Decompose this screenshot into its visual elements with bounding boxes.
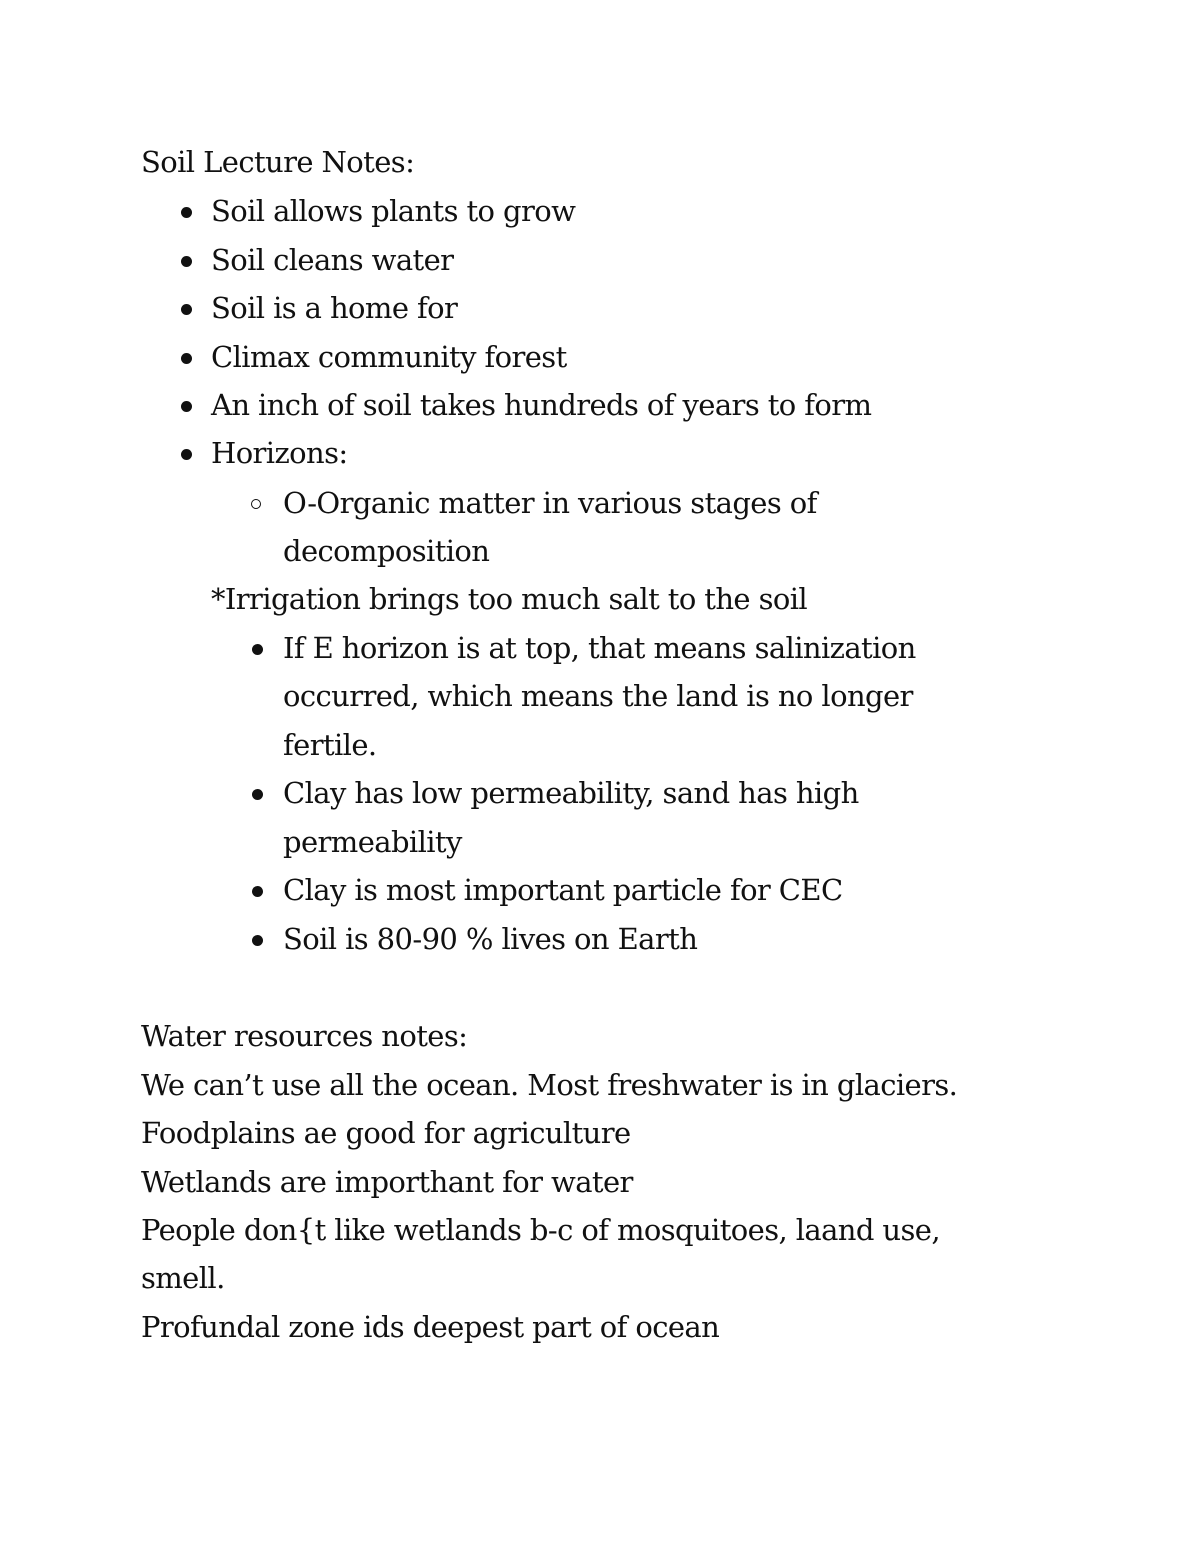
soil-item: Soil cleans water xyxy=(211,243,454,277)
water-line: People don{t like wetlands b-c of mosquitoes, laand use, xyxy=(141,1213,940,1247)
horizon-subitem-continued: decomposition xyxy=(283,534,490,568)
bullet-icon xyxy=(181,256,192,267)
detail-item: If E horizon is at top, that means salinization xyxy=(283,631,916,665)
detail-item-continued: occurred, which means the land is no longer xyxy=(283,679,913,713)
water-heading: Water resources notes: xyxy=(141,1019,468,1053)
bullet-icon xyxy=(181,304,192,315)
soil-item: Soil allows plants to grow xyxy=(211,194,576,228)
bullet-icon xyxy=(252,789,263,800)
irrigation-note: *Irrigation brings too much salt to the soil xyxy=(211,582,808,616)
soil-item: An inch of soil takes hundreds of years to form xyxy=(211,388,872,422)
soil-heading: Soil Lecture Notes: xyxy=(141,145,415,179)
detail-item-continued: fertile. xyxy=(283,728,377,762)
horizon-subitem: O-Organic matter in various stages of xyxy=(283,486,817,520)
detail-item: Clay has low permeability, sand has high xyxy=(283,776,859,810)
detail-item: Soil is 80-90 % lives on Earth xyxy=(283,922,698,956)
detail-item: Clay is most important particle for CEC xyxy=(283,873,843,907)
soil-item: Climax community forest xyxy=(211,340,567,374)
bullet-icon xyxy=(181,449,192,460)
soil-item: Soil is a home for xyxy=(211,291,458,325)
soil-item: Horizons: xyxy=(211,436,348,470)
bullet-icon xyxy=(181,207,192,218)
detail-item-continued: permeability xyxy=(283,825,462,859)
bullet-icon xyxy=(252,644,263,655)
hollow-bullet-icon xyxy=(251,499,261,509)
water-line-continued: smell. xyxy=(141,1261,225,1295)
water-line: We can’t use all the ocean. Most freshwater is in glaciers. xyxy=(141,1068,958,1102)
water-line: Foodplains ae good for agriculture xyxy=(141,1116,631,1150)
bullet-icon xyxy=(252,935,263,946)
bullet-icon xyxy=(181,401,192,412)
water-line: Wetlands are importhant for water xyxy=(141,1165,633,1199)
water-line: Profundal zone ids deepest part of ocean xyxy=(141,1310,720,1344)
bullet-icon xyxy=(181,353,192,364)
bullet-icon xyxy=(252,886,263,897)
